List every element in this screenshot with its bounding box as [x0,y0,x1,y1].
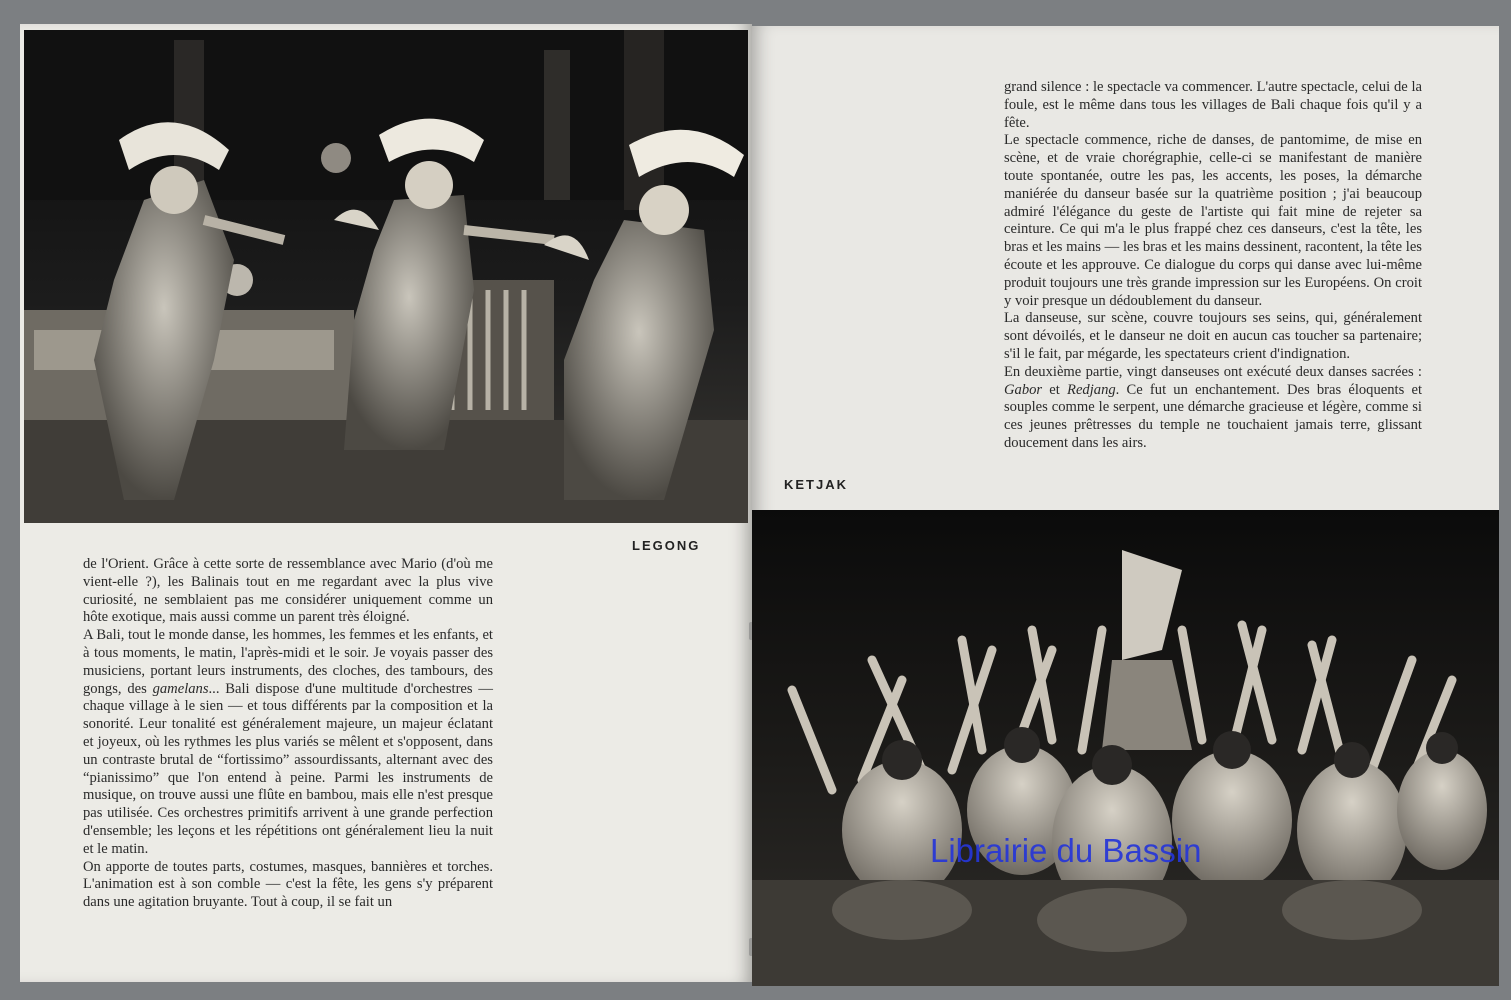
right-text-column [1004,79,1422,453]
paragraph: Le spectacle commence, riche de danses, de pantomime, de mise en scène, et de vraie chorégraphie, celle-ci se manifestant de manière toute spontanée, outre les pas, les accents, les poses, la démarche maniérée du danseur basée sur la quatrième position ; j'ai beaucoup admiré l'élégance du geste de l'artiste qui fait mine de rejeter sa ceinture. Ce qui m'a le plus frappé chez ces danseurs, c'est la tête, les bras et les mains — les bras et les mains dessinent, racontent, la tête les écoute et les approuve. Ce dialogue du corps qui danse avec lui-même produit toujours une très grande impression sur les Européens. On croit y voir presque un dédoublement du danseur. [1004,132,1422,309]
paragraph: La danseuse, sur scène, couvre toujours ses seins, qui, généralement sont dévoilés, et le danseur ne doit en aucun cas toucher sa partenaire; s'il le fait, par mégarde, les spectateurs crient d'indignation. [1004,310,1422,362]
paragraph: grand silence : le spectacle va commencer. L'autre spectacle, celui de la foule, est le même dans tous les villages de Bali chaque fois qu'il y a fête. [1004,79,1422,131]
legong-dancers-photo [24,30,748,523]
watermark: Librairie du Bassin [930,832,1202,869]
paragraph: de l'Orient. Grâce à cette sorte de ressemblance avec Mario (d'où me vient-elle ?), les Balinais tout en me regardant avec la plus vive curiosité, ne semblaient pas me considérer uniquement comme un hôte exotique, mais aussi comme un parent très éloigné. [83,556,493,626]
left-text-column [83,556,493,912]
paragraph: A Bali, tout le monde danse, les hommes, les femmes et les enfants, et à tous moments, le matin, l'après-midi et le soir. Je voyais passer des musiciens, portant leurs instruments, des cloches, des tambours, des gongs, des gamelans... Bali dispose d'une multitude d'orchestres — chaque village à le sien — et tous différents par la composition et la sonorité. Leur tonalité est généralement majeure, un majeur éclatant et joyeux, où les rythmes les plus variés se mêlent et s'opposent, dans un contraste brutal de “fortissimo” assourdissants, alternant avec des “pianissimo” que l'on entend à peine. Parmi les instruments de musique, on trouve aussi une flûte en bambou, mais elle n'est presque pas utilisée. Ces orchestres primitifs arrivent à une grande perfection d'ensemble; les leçons et les répétitions ont généralement lieu la nuit et le matin. [83,627,493,857]
ketjak-dancers-photo [752,510,1499,986]
paragraph: En deuxième partie, vingt danseuses ont exécuté deux danses sacrées : Gabor et Redjang. Ce fut un enchantement. Des bras éloquents et souples comme le serpent, une démarche gracieuse et légère, comme si ces jeunes prêtresses du temple ne touchaient jamais terre, glissant doucement dans les airs. [1004,363,1422,451]
paragraph: On apporte de toutes parts, costumes, masques, bannières et torches. L'animation est à son comble — c'est la fête, les gens s'y préparent dans une agitation bruyante. Tout à coup, il se fait un [83,858,493,911]
legong-caption: LEGONG [632,538,701,553]
ketjak-caption: KETJAK [784,477,849,492]
